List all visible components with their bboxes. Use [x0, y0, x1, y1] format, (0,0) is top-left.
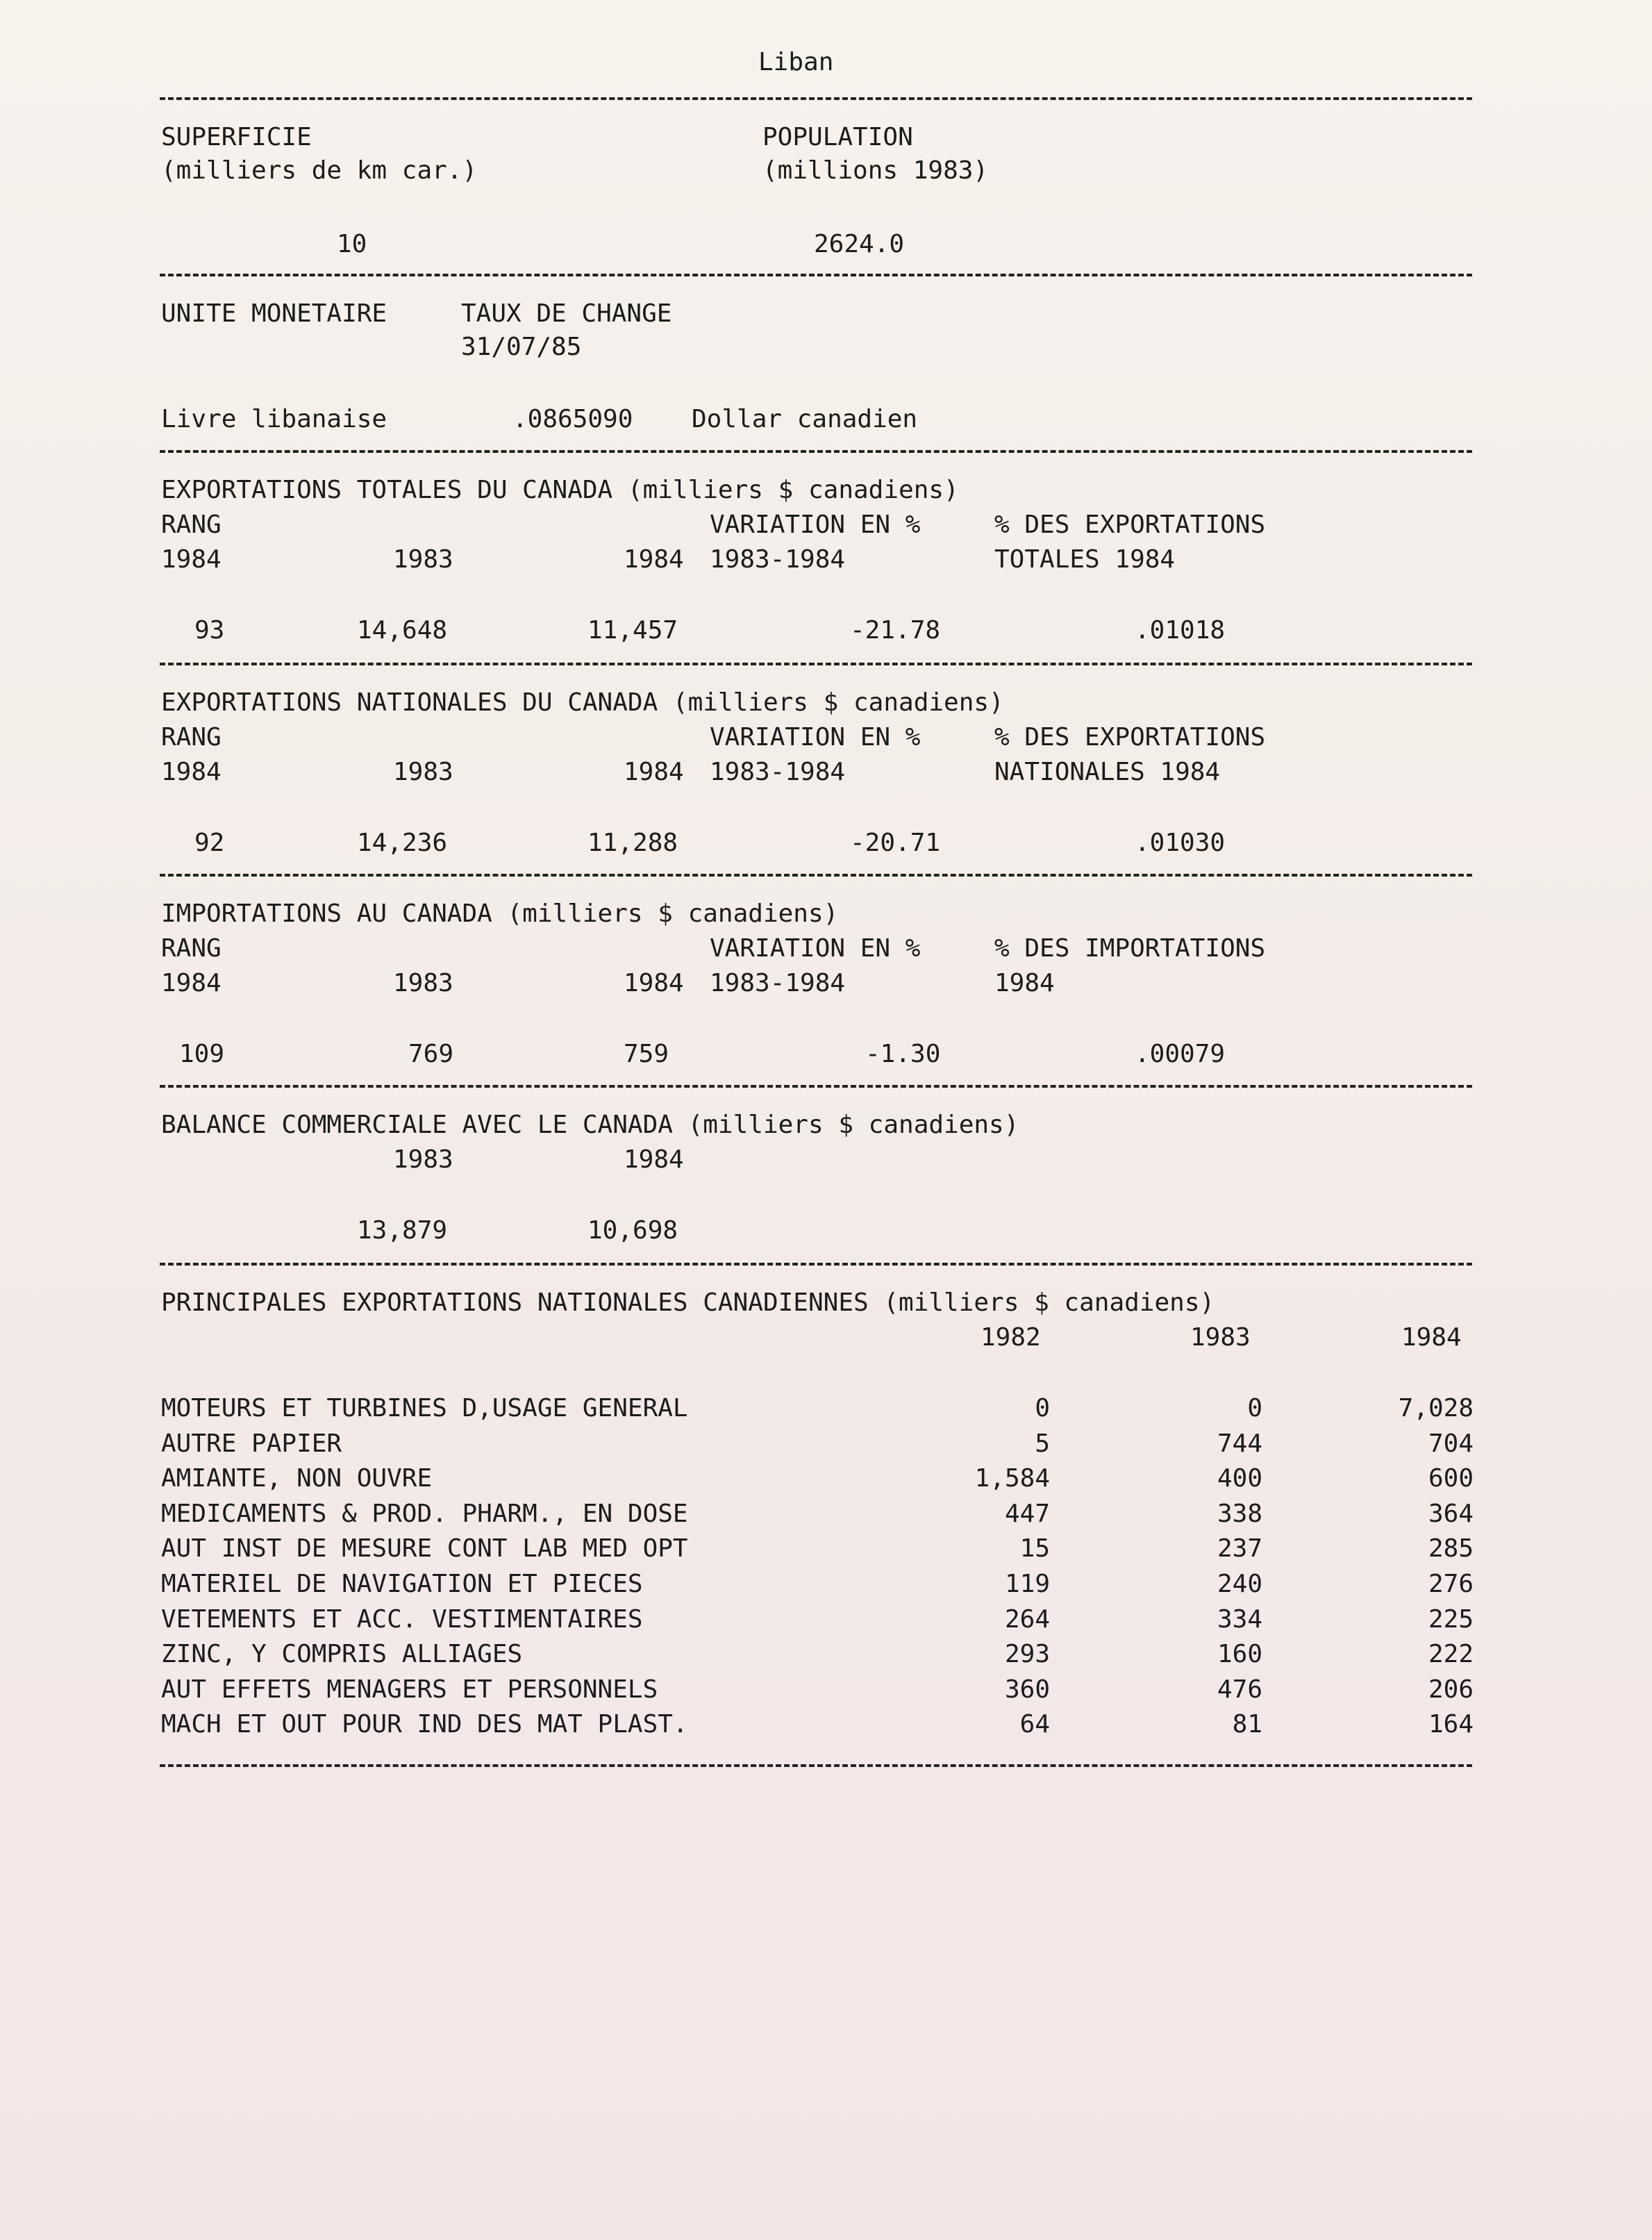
importations-h-var: VARIATION EN %: [710, 934, 921, 963]
exp-nationales-h-rang-year: 1984: [161, 758, 222, 786]
exp-nationales-rang: 92: [194, 829, 225, 857]
exp-totales-pct: .01018: [1135, 616, 1226, 645]
taux-label: TAUX DE CHANGE: [461, 299, 672, 328]
row-value-1983: 240: [1217, 1570, 1262, 1598]
importations-pct: .00079: [1135, 1040, 1226, 1068]
exp-nationales-h-pct: % DES EXPORTATIONS: [994, 723, 1266, 752]
monnaie-unit: Dollar canadien: [692, 405, 918, 433]
exp-totales-h-rang: RANG: [161, 511, 222, 539]
divider: [160, 1764, 1472, 1767]
row-value-1983: 160: [1217, 1640, 1262, 1668]
principales-year-1984: 1984: [1401, 1323, 1462, 1352]
exp-nationales-h-rang: RANG: [161, 723, 222, 752]
row-value-1982: 15: [1019, 1534, 1050, 1563]
exp-totales-h-pct-sub: TOTALES 1984: [994, 545, 1176, 574]
exp-nationales-1983: 14,236: [357, 829, 448, 857]
row-label: AUT EFFETS MENAGERS ET PERSONNELS: [161, 1675, 658, 1704]
row-value-1983: 0: [1247, 1394, 1262, 1422]
row-value-1983: 400: [1217, 1464, 1262, 1493]
exp-nationales-h-pct-sub: NATIONALES 1984: [994, 758, 1221, 786]
importations-rang: 109: [179, 1040, 225, 1068]
row-value-1982: 64: [1019, 1710, 1050, 1739]
row-value-1983: 334: [1217, 1605, 1262, 1634]
row-label: AMIANTE, NON OUVRE: [161, 1464, 433, 1493]
row-label: MACH ET OUT POUR IND DES MAT PLAST.: [161, 1710, 688, 1739]
balance-1983: 13,879: [357, 1216, 448, 1245]
exp-totales-rang: 93: [194, 616, 225, 645]
principales-year-1982: 1982: [981, 1323, 1041, 1352]
page-title: Liban: [758, 48, 834, 76]
row-value-1982: 360: [1004, 1675, 1050, 1704]
exp-nationales-var: -20.71: [850, 829, 941, 857]
row-value-1982: 119: [1004, 1570, 1050, 1598]
row-value-1984: 225: [1428, 1605, 1474, 1634]
importations-h-pct-sub: 1984: [994, 969, 1055, 997]
row-label: AUT INST DE MESURE CONT LAB MED OPT: [161, 1534, 688, 1563]
exp-nationales-h-var-years: 1983-1984: [710, 758, 846, 786]
exp-nationales-h-1983: 1983: [393, 758, 453, 786]
exp-nationales-1984: 11,288: [587, 829, 678, 857]
row-label: AUTRE PAPIER: [161, 1429, 342, 1458]
divider: [160, 274, 1472, 276]
balance-1984: 10,698: [587, 1216, 678, 1245]
row-value-1983: 744: [1217, 1429, 1262, 1458]
divider: [160, 874, 1472, 877]
row-value-1982: 293: [1004, 1640, 1050, 1668]
row-value-1984: 704: [1428, 1429, 1474, 1458]
row-value-1984: 285: [1428, 1534, 1474, 1563]
monnaie-rate: .0865090: [512, 405, 633, 433]
superficie-value: 10: [337, 230, 367, 258]
row-value-1983: 476: [1217, 1675, 1262, 1704]
exp-nationales-pct: .01030: [1135, 829, 1226, 857]
row-value-1983: 81: [1232, 1710, 1262, 1739]
row-label: MATERIEL DE NAVIGATION ET PIECES: [161, 1570, 643, 1598]
importations-h-1984: 1984: [624, 969, 684, 997]
row-value-1983: 237: [1217, 1534, 1262, 1563]
row-value-1984: 206: [1428, 1675, 1474, 1704]
importations-h-1983: 1983: [393, 969, 453, 997]
divider: [160, 450, 1472, 453]
row-value-1982: 5: [1035, 1429, 1050, 1458]
monnaie-name: Livre libanaise: [161, 405, 387, 433]
principales-title: PRINCIPALES EXPORTATIONS NATIONALES CANADIENNES (milliers $ canadiens): [161, 1288, 1215, 1317]
exp-totales-h-rang-year: 1984: [161, 545, 222, 574]
importations-var: -1.30: [865, 1040, 941, 1068]
exp-totales-h-1984: 1984: [624, 545, 684, 574]
exp-totales-h-var: VARIATION EN %: [710, 511, 921, 539]
principales-year-1983: 1983: [1190, 1323, 1251, 1352]
importations-h-pct: % DES IMPORTATIONS: [994, 934, 1266, 963]
row-label: VETEMENTS ET ACC. VESTIMENTAIRES: [161, 1605, 643, 1634]
row-value-1984: 364: [1428, 1500, 1474, 1528]
balance-h-1983: 1983: [393, 1145, 453, 1174]
divider: [160, 1085, 1472, 1088]
importations-h-rang: RANG: [161, 934, 222, 963]
exp-totales-h-var-years: 1983-1984: [710, 545, 846, 574]
row-value-1982: 447: [1004, 1500, 1050, 1528]
balance-title: BALANCE COMMERCIALE AVEC LE CANADA (milliers $ canadiens): [161, 1111, 1019, 1139]
row-label: MOTEURS ET TURBINES D,USAGE GENERAL: [161, 1394, 688, 1422]
importations-h-rang-year: 1984: [161, 969, 222, 997]
importations-h-var-years: 1983-1984: [710, 969, 846, 997]
row-value-1982: 0: [1035, 1394, 1050, 1422]
superficie-label: SUPERFICIE: [161, 123, 312, 151]
exp-totales-1984: 11,457: [587, 616, 678, 645]
row-label: ZINC, Y COMPRIS ALLIAGES: [161, 1640, 523, 1668]
row-value-1984: 600: [1428, 1464, 1474, 1493]
row-value-1982: 264: [1004, 1605, 1050, 1634]
row-value-1984: 276: [1428, 1570, 1474, 1598]
exp-totales-var: -21.78: [850, 616, 941, 645]
importations-1984: 759: [624, 1040, 669, 1068]
row-value-1984: 164: [1428, 1710, 1474, 1739]
monnaie-label: UNITE MONETAIRE: [161, 299, 387, 328]
population-value: 2624.0: [814, 230, 905, 258]
exp-nationales-title: EXPORTATIONS NATIONALES DU CANADA (milliers $ canadiens): [161, 688, 1004, 717]
exp-totales-title: EXPORTATIONS TOTALES DU CANADA (milliers $ canadiens): [161, 476, 959, 504]
balance-h-1984: 1984: [624, 1145, 684, 1174]
divider: [160, 1263, 1472, 1266]
exp-totales-h-pct: % DES EXPORTATIONS: [994, 511, 1266, 539]
superficie-sublabel: (milliers de km car.): [161, 156, 478, 185]
importations-1983: 769: [408, 1040, 454, 1068]
taux-date: 31/07/85: [461, 333, 582, 361]
importations-title: IMPORTATIONS AU CANADA (milliers $ canadiens): [161, 899, 839, 928]
row-value-1982: 1,584: [974, 1464, 1050, 1493]
exp-totales-h-1983: 1983: [393, 545, 453, 574]
exp-nationales-h-1984: 1984: [624, 758, 684, 786]
divider: [160, 97, 1472, 100]
exp-totales-1983: 14,648: [357, 616, 448, 645]
row-value-1984: 222: [1428, 1640, 1474, 1668]
population-label: POPULATION: [762, 123, 913, 151]
exp-nationales-h-var: VARIATION EN %: [710, 723, 921, 752]
population-sublabel: (millions 1983): [762, 156, 989, 185]
row-value-1984: 7,028: [1398, 1394, 1474, 1422]
divider: [160, 663, 1472, 665]
row-label: MEDICAMENTS & PROD. PHARM., EN DOSE: [161, 1500, 688, 1528]
row-value-1983: 338: [1217, 1500, 1262, 1528]
